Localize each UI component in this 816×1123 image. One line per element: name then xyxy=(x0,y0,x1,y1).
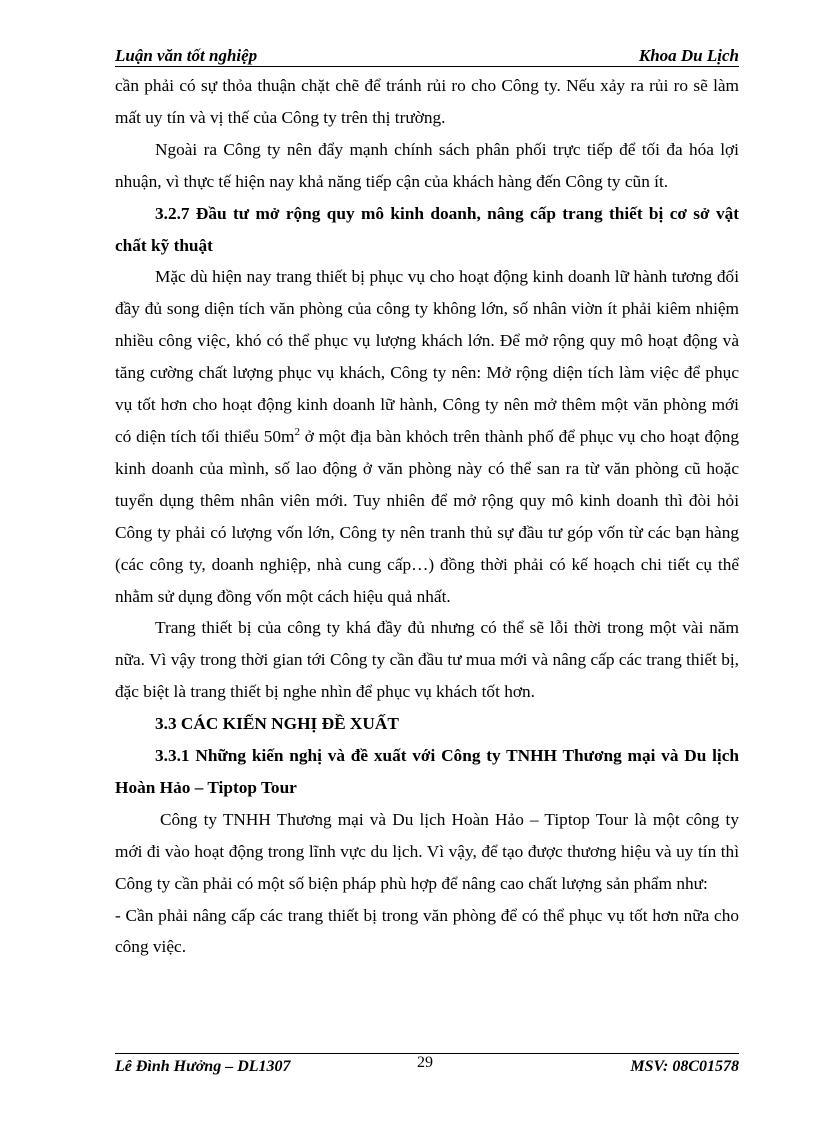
paragraph-continuation: cần phải có sự thỏa thuận chặt chẽ để tránh rủi ro cho Công ty. Nếu xảy ra rủi ro sẽ làm mất uy tín và vị thế của Công ty trên thị trường. xyxy=(115,76,739,127)
paragraph-expansion xyxy=(115,261,739,612)
page-footer xyxy=(115,1056,739,1078)
section-heading-3-2-7: 3.2.7 Đầu tư mở rộng quy mô kinh doanh, nâng cấp trang thiết bị cơ sở vật chất kỹ thuật xyxy=(115,203,739,255)
page-number: 29 xyxy=(417,1054,433,1071)
header-rule xyxy=(115,66,739,67)
section-heading-3-3-1: 3.3.1 Những kiến nghị và đề xuất với Công ty TNHH Thương mại và Du lịch Hoàn Hảo – Tiptop Tour xyxy=(115,746,739,797)
header-thesis-title: Luận văn tốt nghiệp xyxy=(115,46,258,65)
section-heading-3-3: 3.3 CÁC KIẾN NGHỊ ĐỀ XUẤT xyxy=(155,714,399,734)
footer-student-id: MSV: 08C01578 xyxy=(630,1058,739,1075)
document-body xyxy=(115,70,739,963)
superscript-squared: 2 xyxy=(294,426,300,439)
header-faculty: Khoa Du Lịch xyxy=(638,46,739,65)
paragraph-company-intro: Công ty TNHH Thương mại và Du lịch Hoàn Hảo – Tiptop Tour là một công ty mới đi vào hoạt động trong lĩnh vực du lịch. Vì vậy, để tạo được thương hiệu và uy tín thì Công ty cần phải có một số biện pháp phù hợp để nâng cao chất lượng sản phẩm như: xyxy=(115,809,739,893)
list-item-upgrade-equipment: - Cần phải nâng cấp các trang thiết bị trong văn phòng để có thể phục vụ tốt hơn nữa cho công việc. xyxy=(115,905,739,957)
paragraph-expansion-part2: ở một địa bàn khỏch trên thành phố để phục vụ cho hoạt động kinh doanh của mình, số lao động ở văn phòng này có thể san ra từ văn phòng cũ hoặc tuyển dụng thêm nhân viên mới. Tuy nhiên để mở rộng quy mô kinh doanh thì đòi hỏi Công ty phải có lượng vốn lớn, Công ty nên tranh thủ sự đầu tư góp vốn từ các bạn hàng (các công ty, doanh nghiệp, nhà cung cấp…) đồng thời phải có kế hoạch chi tiết cụ thể nhằm sử dụng đồng vốn một cách hiệu quả nhất. xyxy=(115,426,740,606)
paragraph-distribution: Ngoài ra Công ty nên đẩy mạnh chính sách phân phối trực tiếp để tối đa hóa lợi nhuận, vì thực tế hiện nay khả năng tiếp cận của khách hàng đến Công ty cũn ít. xyxy=(115,139,739,191)
paragraph-expansion-part1: Mặc dù hiện nay trang thiết bị phục vụ cho hoạt động kinh doanh lữ hành tương đối đầy đủ song diện tích văn phòng của công ty không lớn, số nhân viờn ít phải kiêm nhiệm nhiều công việc, khó có thể phục vụ lượng khách lớn. Để mở rộng quy mô hoạt động và tăng cường chất lượng phục vụ khách, Công ty nên: Mở rộng diện tích làm việc để phục vụ tốt hơn cho hoạt động kinh doanh lữ hành, Công ty nên mở thêm một văn phòng mới có diện tích tối thiểu 50m xyxy=(115,267,739,446)
footer-author: Lê Đình Hưởng – DL1307 xyxy=(115,1058,291,1075)
paragraph-equipment: Trang thiết bị của công ty khá đầy đủ nhưng có thể sẽ lỗi thời trong một vài năm nữa. Vì vậy trong thời gian tới Công ty cần đầu tư mua mới và nâng cấp các trang thiết bị, đặc biệt là trang thiết bị nghe nhìn để phục vụ khách tốt hơn. xyxy=(115,618,739,702)
page-header xyxy=(115,44,739,66)
